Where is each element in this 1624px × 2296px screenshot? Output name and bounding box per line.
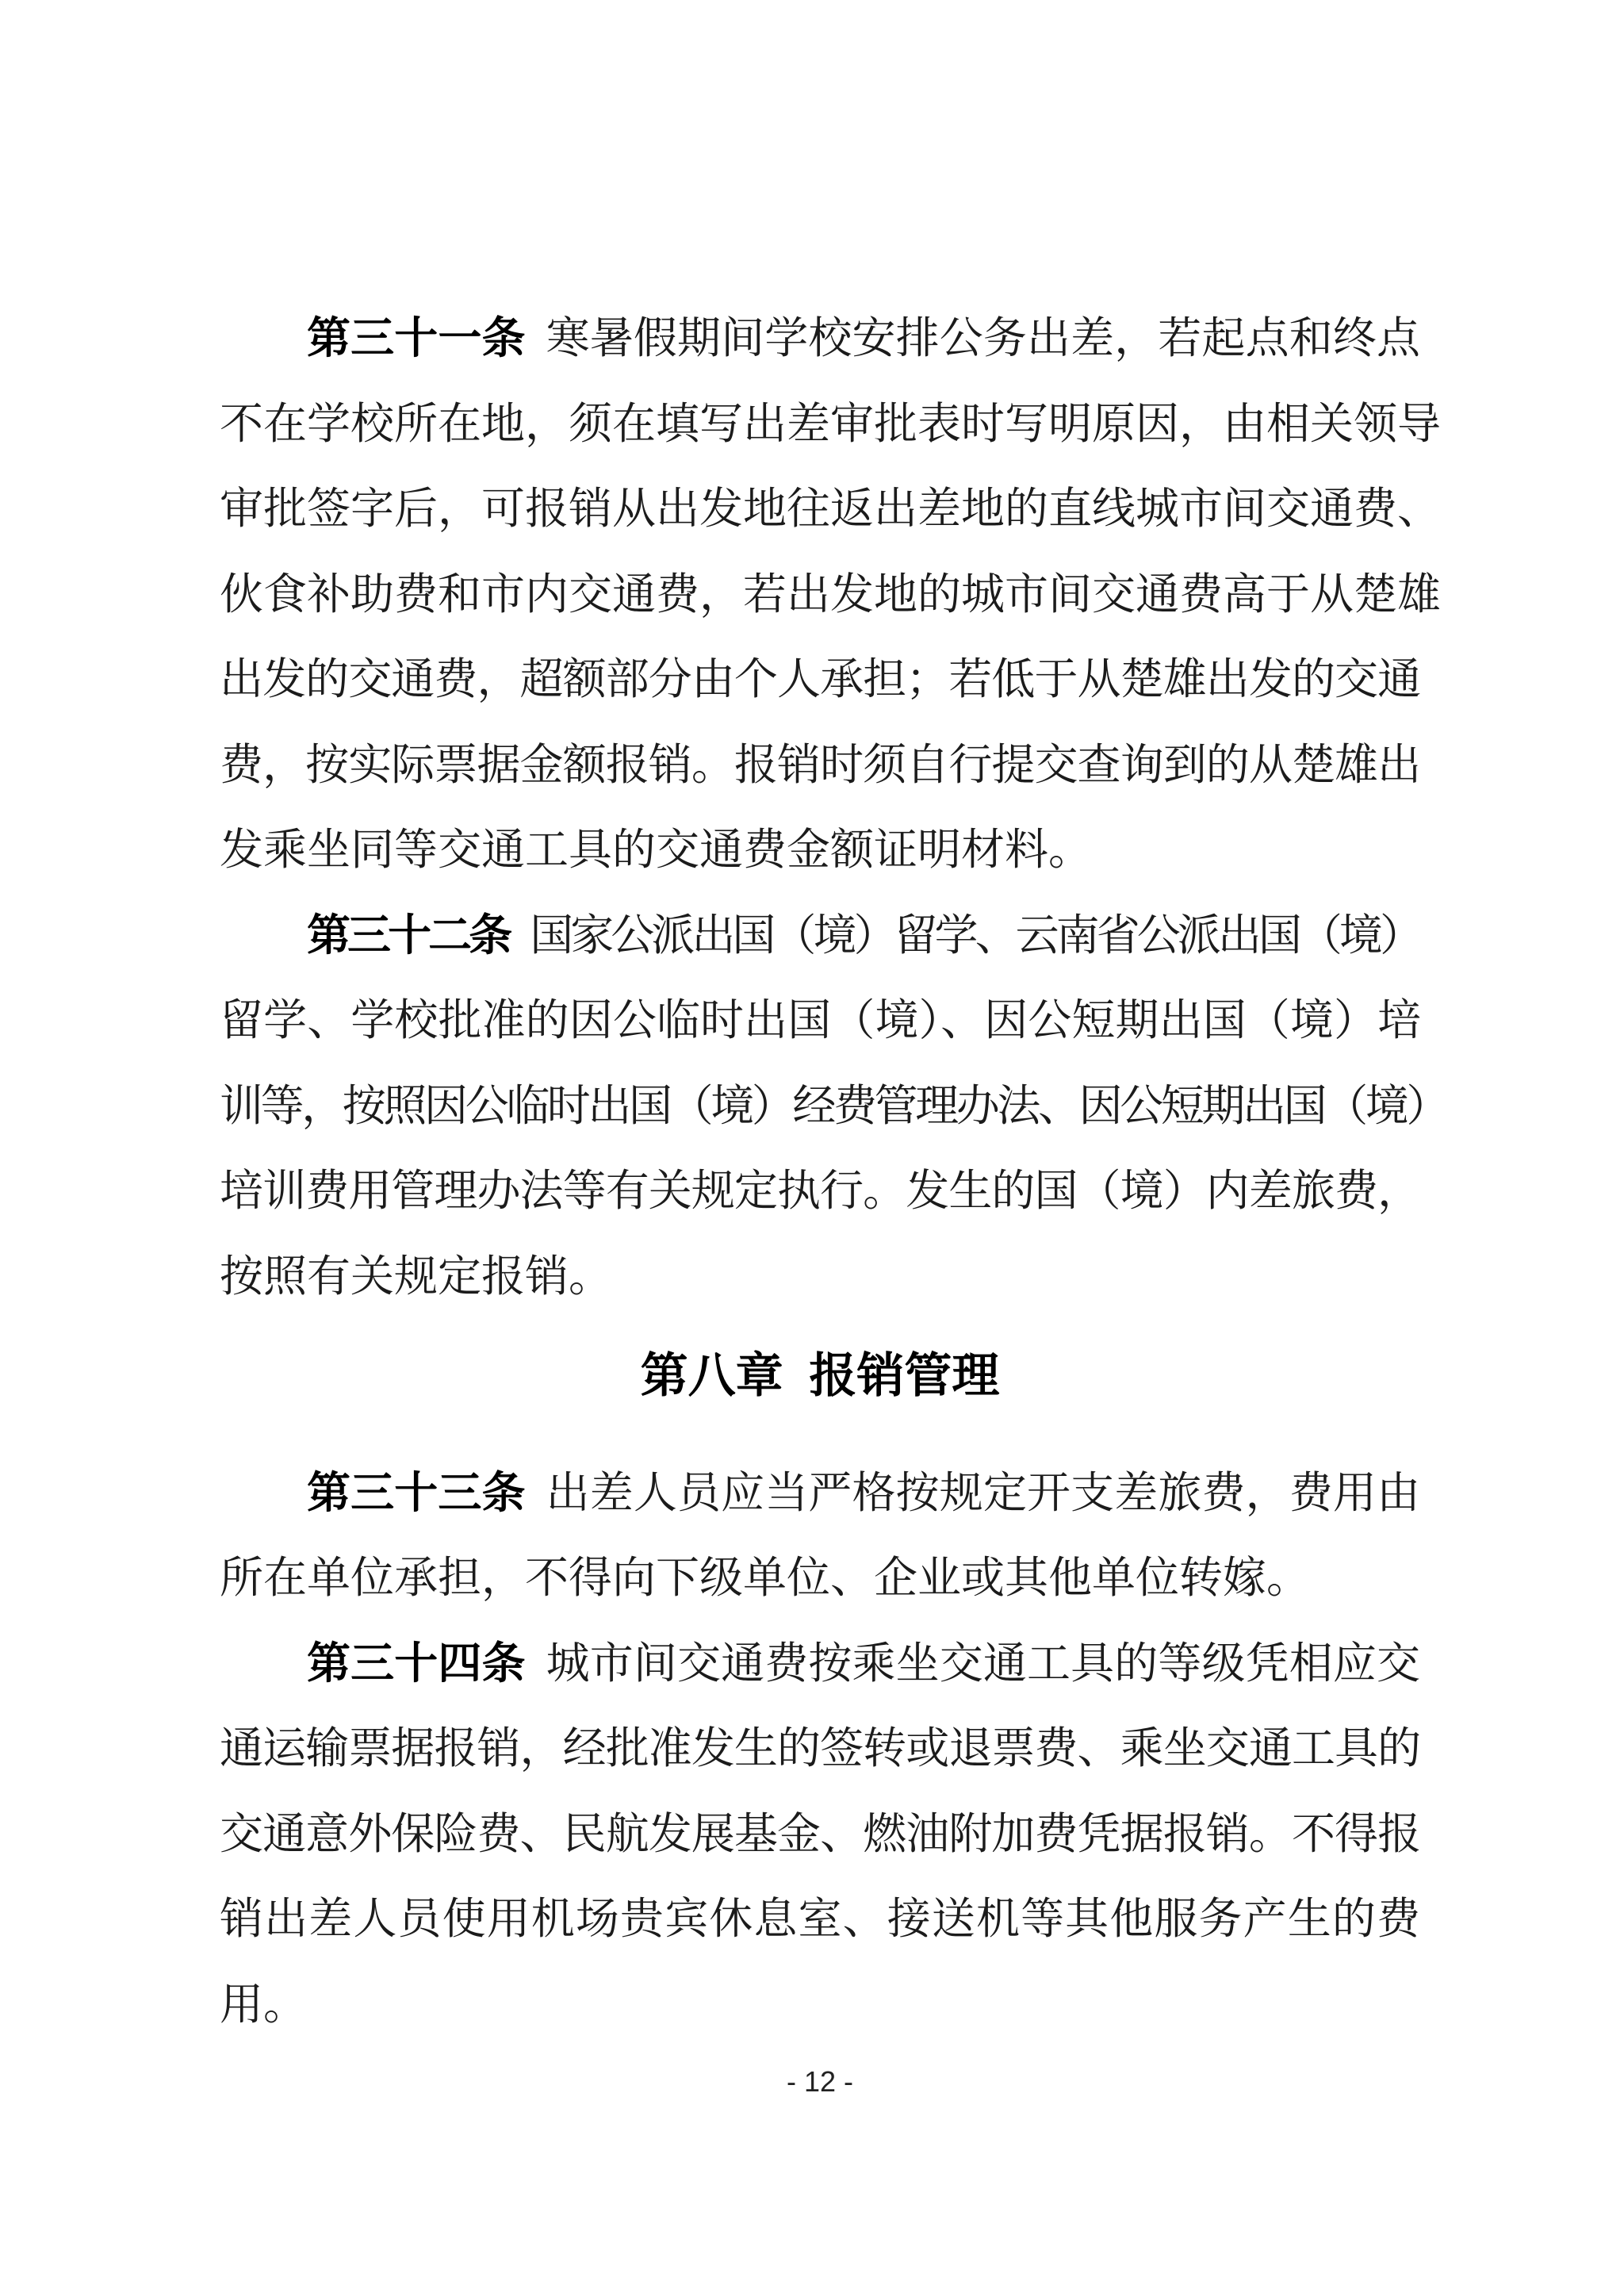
article-paragraph-32 [220,893,1448,1320]
text-line: 培训费用管理办法等有关规定执行。发生的国（境）内差旅费， [220,1167,1420,1215]
article-paragraph-33 [220,1451,1420,1621]
text-line: 费，按实际票据金额报销。报销时须自行提交查询到的从楚雄出 [220,740,1420,789]
text-run: 国家公派出国（境）留学、云南省公派出国（境） [530,910,1420,960]
text-line: 按照有关规定报销。 [220,1251,613,1301]
chapter-heading: 第八章 报销管理 [640,1349,1000,1402]
article-paragraph-31 [220,296,1442,893]
article-number: 第三十四条 [307,1638,526,1688]
text-run: 城市间交通费按乘坐交通工具的等级凭相应交 [546,1639,1420,1688]
page-number: - 12 - [786,2065,854,2098]
document-page [220,296,1448,2099]
article-number: 第三十一条 [307,313,526,362]
text-line: 训等，按照因公临时出国（境）经费管理办法、因公短期出国（境） [220,1081,1448,1130]
text-line: 所在单位承担，不得向下级单位、企业或其他单位转嫁。 [220,1554,1311,1602]
text-run: 出差人员应当严格按规定开支差旅费，费用由 [546,1468,1420,1517]
text-line: 不在学校所在地，须在填写出差审批表时写明原因，由相关领导 [220,399,1442,448]
text-line: 审批签字后，可报销从出发地往返出差地的直线城市间交通费、 [220,485,1442,533]
text-line [220,893,1420,979]
text-line: 用。 [220,1980,308,2029]
text-line [220,1451,1420,1536]
text-line: 留学、学校批准的因公临时出国（境）、因公短期出国（境）培 [220,996,1420,1045]
text-line: 伙食补助费和市内交通费，若出发地的城市间交通费高于从楚雄 [220,569,1442,619]
text-run: 寒暑假期间学校安排公务出差，若起点和终点 [546,314,1420,362]
text-line [220,296,1420,381]
article-number: 第三十二条 [307,910,510,960]
article-paragraph-34 [220,1621,1420,2048]
text-line: 交通意外保险费、民航发展基金、燃油附加费凭据报销。不得报 [220,1809,1420,1858]
text-line: 发乘坐同等交通工具的交通费金额证明材料。 [220,826,1093,874]
text-line: 销出差人员使用机场贵宾休息室、接送机等其他服务产生的费 [220,1895,1420,1943]
text-line: 通运输票据报销，经批准发生的签转或退票费、乘坐交通工具的 [220,1724,1420,1773]
text-line [220,1621,1420,1707]
article-number: 第三十三条 [307,1467,526,1517]
text-line: 出发的交通费，超额部分由个人承担；若低于从楚雄出发的交通 [220,655,1420,703]
